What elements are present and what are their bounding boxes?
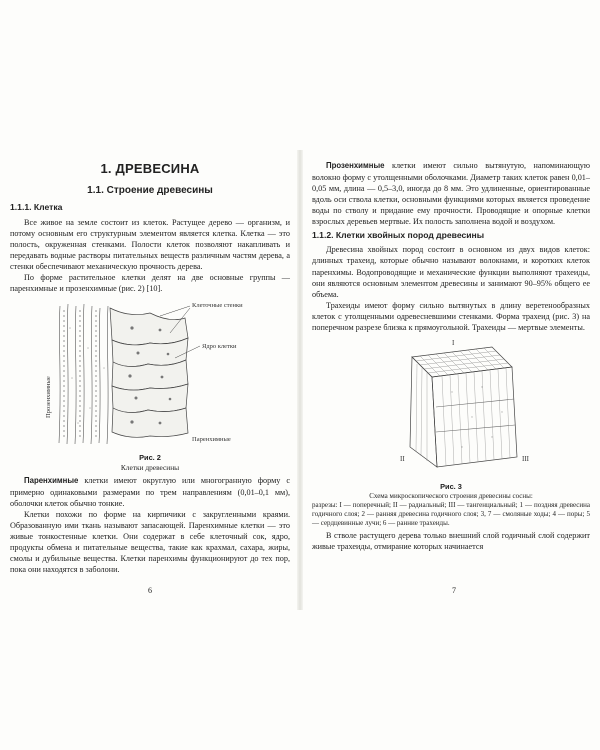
label-parenchyma: Паренхимные — [192, 436, 231, 444]
figure-caption — [10, 453, 290, 473]
paragraph: Все живое на земле состоит из клеток. Растущее дерево — организм, и потому основным его структурным элементом является клетка. Клетка — это полость, окруженная стенками. Полости клеток позволяют накапливать и передавать водные растворы питательных веществ различным частям дерева, а стенки обеспечивают механическую прочность дерева. — [10, 217, 290, 271]
paragraph: В стволе растущего дерева только внешний слой годичный слой содержит живые трахеиды, отмирание которых начинается — [312, 531, 590, 552]
scheme-caption — [312, 492, 590, 528]
left-page — [10, 160, 290, 600]
figure-caption-text: Клетки древесины — [120, 463, 180, 473]
paragraph: Древесина хвойных пород состоит в основном из двух видов клеток: длинных трахеид, которые обычно называют волокнами, и коротких клеток паренхимы. Водопроводящие и механические функции выполняют трахеиды, они являются основным элементом древесины и занимают 90–95% общего ее объема. — [312, 245, 590, 299]
paragraph — [312, 160, 590, 227]
scheme-caption-title: Схема микроскопического строения древесины сосны: — [369, 491, 533, 500]
figure-pine-scheme — [312, 337, 590, 528]
label-cell-walls: Клеточные стенки — [192, 302, 243, 310]
section-title: 1.1. Строение древесины — [87, 184, 213, 196]
paragraph: Клетки похожи по форме на кирпичики с закругленными краями. Образованную ими ткань называют запасающей. Паренхимные клетки — это живые тонкостенные клетки. Они содержат в себе клеточный сок, ядро, продукты обмена и питательные вещества, такие как крахмал, сахара, жиры, смолы и дубильные вещества. Клетки паренхимы функционируют до тех пор, пока они находятся в заболони. — [10, 509, 290, 575]
label-section-III: III — [522, 454, 529, 463]
paragraph-text: клетки имеют сильно вытянутую, напоминающую волокно форму с утолщенными оболочками. Диаметр таких клеток равен 0,01–0,05 мм, длина — 0,5–3,0, иногда до 8 мм. Это удлиненные, ориентированные вдоль оси ствола клетки, основными функциями которых является проведение воды по стволу и придание ему прочности. Проводящие и опорные клетки взрослых деревьев мертвые. Их полость заполнена водой и воздухом. — [312, 161, 590, 226]
subsection-title: 1.1.1. Клетка — [10, 202, 63, 213]
term-parenchyma: Паренхимные — [24, 476, 79, 486]
paragraph-text: клетки имеют округлую или многогранную форму с примерно одинаковыми размерами по трем направлениям (0,01–0,1 мм), оболочки клеток обычно тонкие. — [10, 476, 290, 508]
figure-number: Рис. 2 — [139, 453, 161, 463]
label-prosenchyma: Прозенхимные — [45, 376, 52, 419]
scheme-caption-text: разрезы: I — поперечный; II — радиальный; III — тангенциальный; 1 — поздняя древесина годичного слоя; 2 — ранняя древесина годичного слоя; 3, 7 — смоляные ходы; 4 — поры; 5 — сердцевинные лучи; 6 — ранние трахеиды. — [312, 501, 590, 528]
right-page — [312, 160, 590, 600]
book-gutter — [297, 150, 303, 610]
paragraph — [10, 475, 290, 509]
paragraph: По форме растительное клетки делят на две основные группы — паренхимные и прозенхимные (рис. 2) [10]. — [10, 272, 290, 294]
paragraph: Трахеиды имеют форму сильно вытянутых в длину веретенообразных клеток с утолщенными одревесневшими стенками. Форма трахеид (рис. 3) на поперечном разрезе близка к прямоугольной. Трахеиды — мертвые элементы. — [312, 300, 590, 332]
pine-microstructure-illustration — [312, 337, 590, 477]
label-cell-nucleus: Ядро клетки — [202, 343, 237, 351]
label-section-II: II — [400, 454, 405, 463]
label-section-I: I — [452, 338, 455, 347]
chapter-title: 1. ДРЕВЕСИНА — [100, 161, 200, 176]
term-prosenchyma: Прозенхимные — [326, 161, 385, 170]
figure-wood-cells — [10, 298, 290, 473]
subsection-title: 1.1.2. Клетки хвойных пород древесины — [312, 229, 485, 240]
page-number-right: 7 — [452, 586, 456, 595]
figure-number: Рис. 3 — [440, 481, 462, 491]
wood-cells-illustration — [10, 298, 290, 448]
page-number-left: 6 — [148, 586, 152, 595]
figure-caption — [312, 482, 590, 492]
